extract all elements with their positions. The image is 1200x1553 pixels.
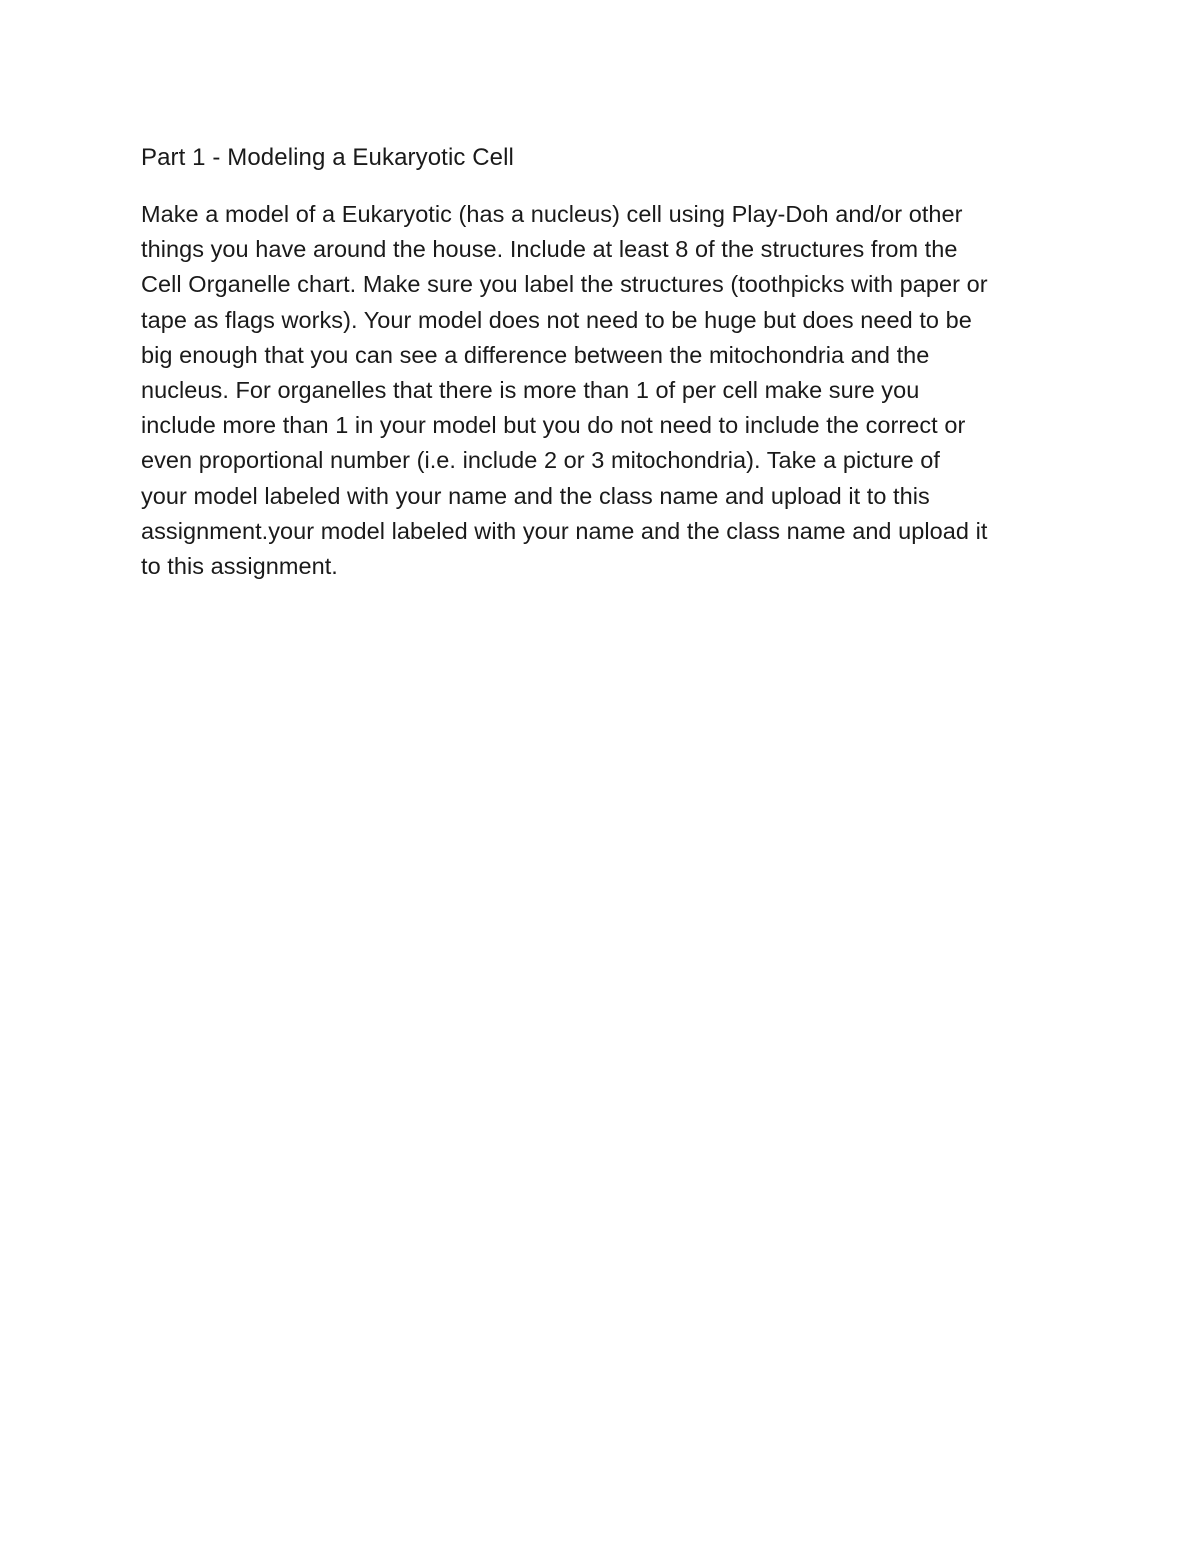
body-line: assignment.your model labeled with your name and the class name and upload it [141, 517, 988, 544]
body-line: nucleus. For organelles that there is more than 1 of per cell make sure you [141, 377, 920, 404]
body-line: big enough that you can see a difference between the mitochondria and the [141, 341, 930, 368]
body-line: Cell Organelle chart. Make sure you label the structures (toothpicks with paper or [141, 271, 988, 298]
body-line: to this assignment. [141, 553, 338, 580]
body-line: your model labeled with your name and the class name and upload it to this [141, 482, 930, 509]
document-body [141, 197, 1066, 584]
body-line: even proportional number (i.e. include 2 or 3 mitochondria). Take a picture of [141, 447, 940, 474]
body-line: tape as flags works). Your model does not need to be huge but does need to be [141, 306, 972, 333]
body-line: include more than 1 in your model but you do not need to include the correct or [141, 412, 966, 439]
body-line: Make a model of a Eukaryotic (has a nucleus) cell using Play-Doh and/or other [141, 201, 963, 227]
document-title: Part 1 - Modeling a Eukaryotic Cell [141, 144, 514, 171]
document-content [141, 140, 1066, 584]
body-line: things you have around the house. Include at least 8 of the structures from the [141, 236, 958, 263]
